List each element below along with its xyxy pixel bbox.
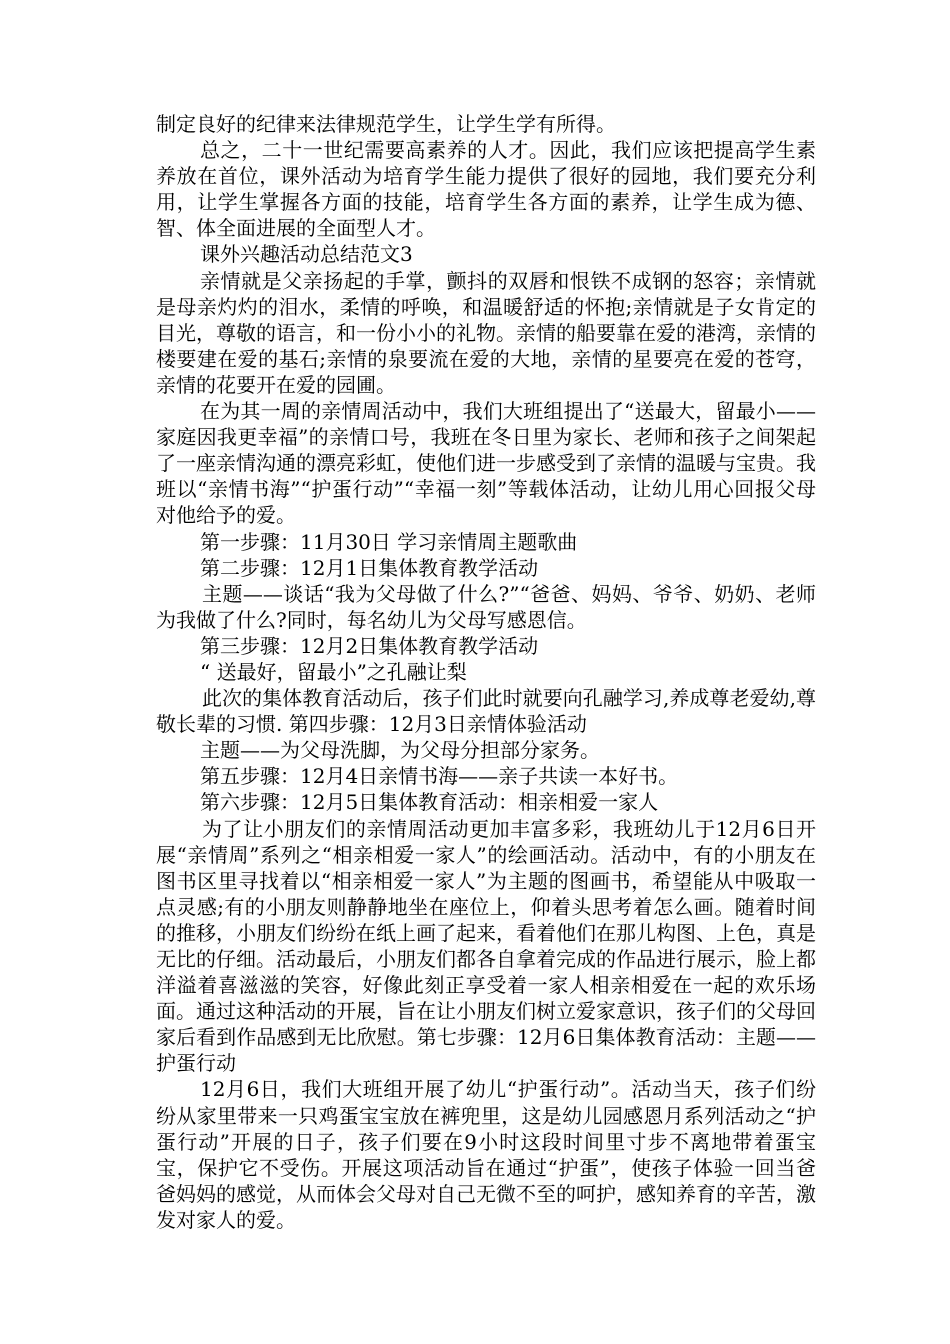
paragraph-conclusion: 总之，二十一世纪需要高素养的人才。因此，我们应该把提高学生素养放在首位，课外活动为培育学生能力提供了很好的园地，我们要充分利用，让学生掌握各方面的技能，培育学生各方面的素养，让学生成为德、智、体全面进展的全面型人才。 [156, 138, 816, 241]
section-heading: 课外兴趣活动总结范文3 [200, 242, 413, 267]
paragraph-discipline: 制定良好的纪律来法律规范学生，让学生学有所得。 [156, 112, 616, 136]
step-five: 第五步骤：12月4日亲情书海——亲子共读一本好书。 [200, 764, 679, 789]
paragraph-drawing-activity: 为了让小朋友们的亲情周活动更加丰富多彩，我班幼儿于12月6日开展“亲情周”系列之“相亲相爱一家人”的绘画活动。活动中，有的小朋友在图书区里寻找着以“相亲相爱一家人”为主题的图画书，希望能从中吸取一点灵感;有的小朋友则静静地坐在座位上，仰着头思考着怎么画。随着时间的推移，小朋友们纷纷在纸上画了起来，看着他们在那儿构图、上色，真是无比的仔细。活动最后，小朋友们都各自拿着完成的作品进行展示，脸上都洋溢着喜滋滋的笑容，好像此刻正享受着一家人相亲相爱在一起的欢乐场面。通过这种活动的开展，旨在让小朋友们树立爱家意识，孩子们的父母回家后看到作品感到无比欣慰。第七步骤：12月6日集体教育活动：主题——护蛋行动 [156, 816, 816, 1076]
step-two: 第二步骤：12月1日集体教育教学活动 [200, 555, 539, 580]
paragraph-family-love: 亲情就是父亲扬起的手掌，颤抖的双唇和恨铁不成钢的怒容；亲情就是母亲灼灼的泪水，柔情的呼唤，和温暖舒适的怀抱;亲情就是子女肯定的目光，尊敬的语言，和一份小小的礼物。亲情的船要靠在爱的港湾，亲情的楼要建在爱的基石;亲情的泉要流在爱的大地，亲情的星要亮在爱的苍穹，亲情的花要开在爱的园圃。 [156, 268, 816, 397]
document-body [156, 111, 816, 1233]
step-four-theme: 主题——为父母洗脚，为父母分担部分家务。 [200, 738, 600, 763]
step-six: 第六步骤：12月5日集体教育活动：相亲相爱一家人 [200, 790, 659, 815]
step-one: 第一步骤：11月30日 学习亲情周主题歌曲 [200, 529, 578, 554]
paragraph-kongrong: 此次的集体教育活动后，孩子们此时就要向孔融学习,养成尊老爱幼,尊敬长辈的习惯. 第四步骤：12月3日亲情体验活动 [156, 686, 816, 737]
paragraph-egg-protection: 12月6日，我们大班组开展了幼儿“护蛋行动”。活动当天，孩子们纷纷从家里带来一只鸡蛋宝宝放在裤兜里，这是幼儿园感恩月系列活动之“护蛋行动”开展的日子，孩子们要在9小时这段时间里寸步不离地带着蛋宝宝，保护它不受伤。开展这项活动旨在通过“护蛋”，使孩子体验一回当爸爸妈妈的感觉，从而体会父母对自己无微不至的呵护，感知养育的辛苦，激发对家人的爱。 [156, 1077, 816, 1232]
step-three: 第三步骤：12月2日集体教育教学活动 [200, 633, 539, 658]
paragraph-family-week: 在为其一周的亲情周活动中，我们大班组提出了“送最大，留最小——家庭因我更幸福”的亲情口号，我班在冬日里为家长、老师和孩子之间架起了一座亲情沟通的漂亮彩虹，使他们进一步感受到了亲情的温暖与宝贵。我班以“亲情书海”“护蛋行动”“幸福一刻”等载体活动，让幼儿用心回报父母对他给予的爱。 [156, 399, 816, 528]
step-two-theme: 主题——谈话“我为父母做了什么?”“爸爸、妈妈、爷爷、奶奶、老师为我做了什么?同时，每名幼儿为父母写感恩信。 [156, 581, 816, 632]
step-three-theme: “ 送最好，留最小”之孔融让梨 [200, 659, 467, 684]
